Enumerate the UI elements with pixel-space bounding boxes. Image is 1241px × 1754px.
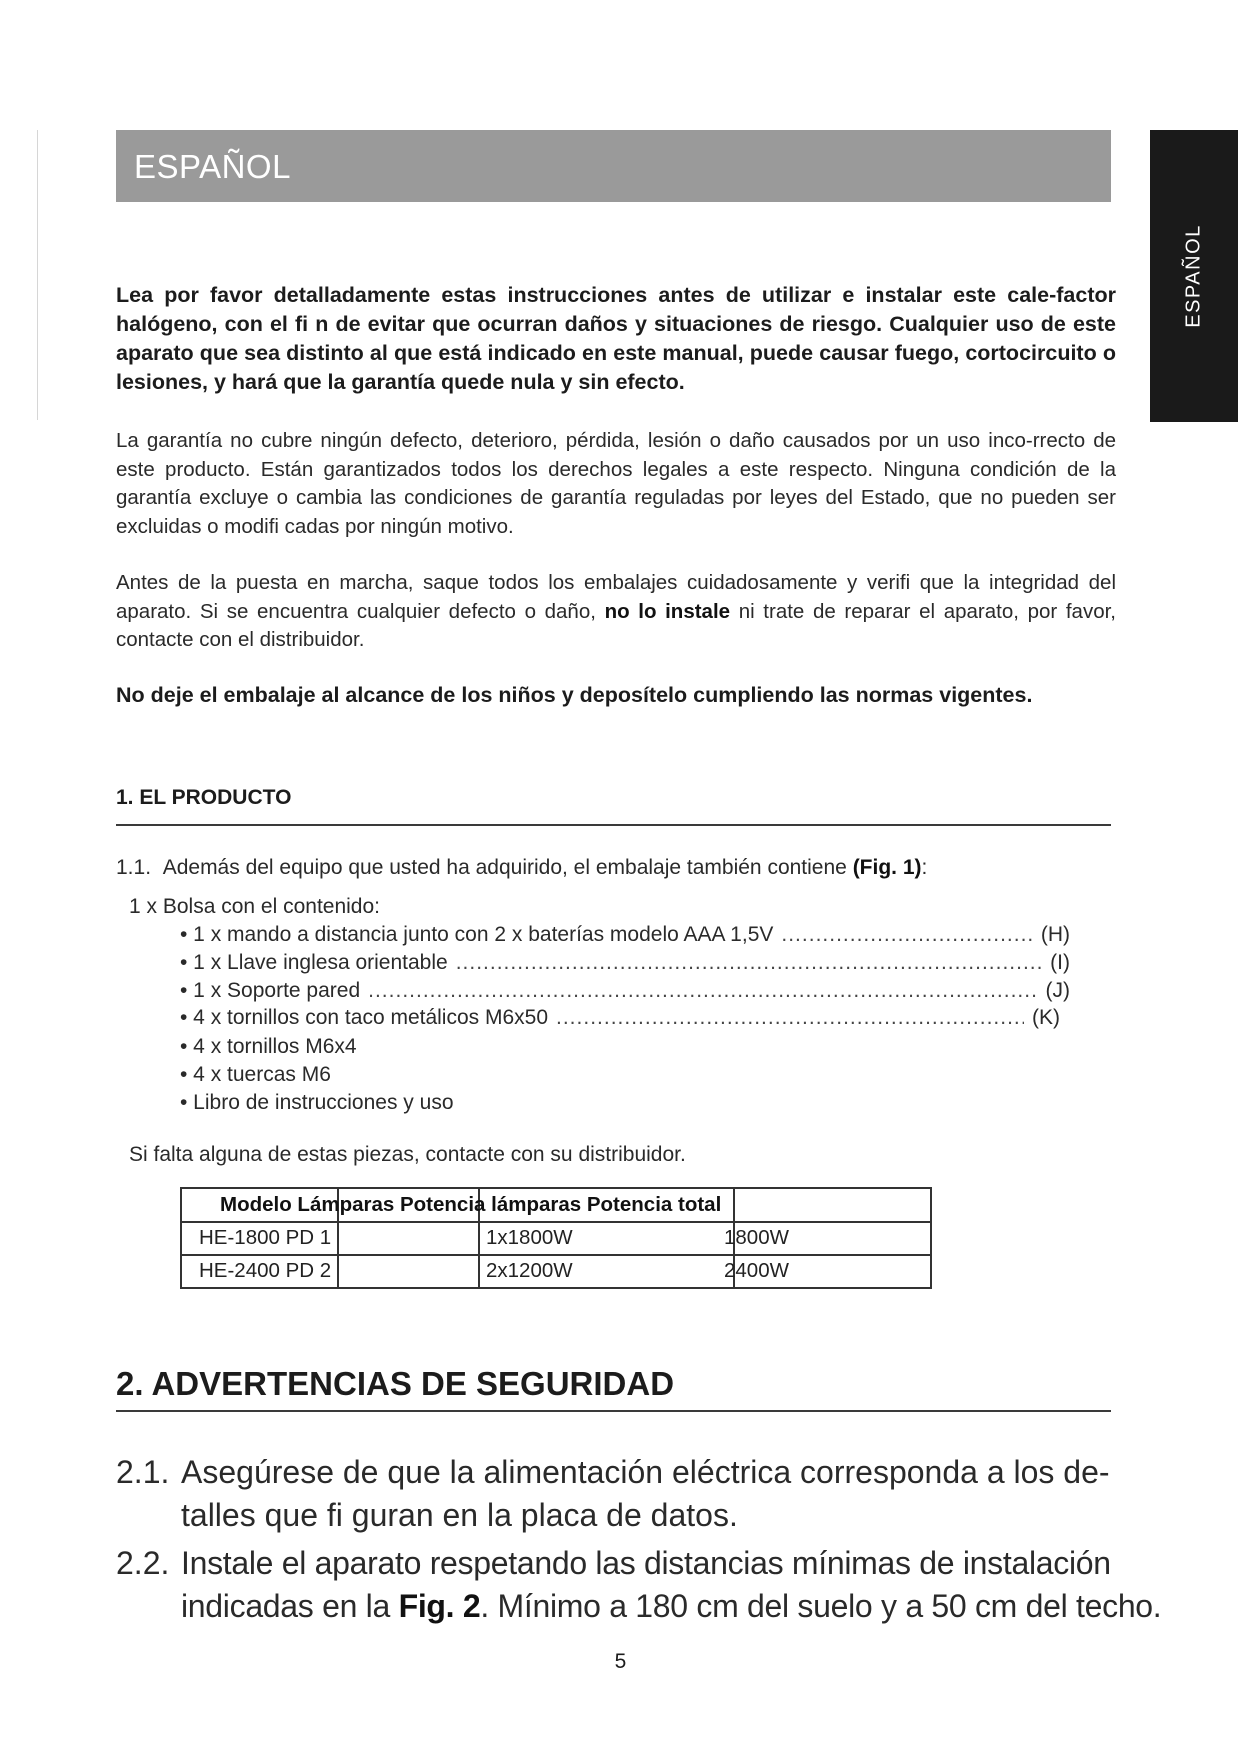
item-1-1-colon: : [921,856,928,879]
leader-dots [368,979,1037,1003]
list-item-text: • 1 x mando a distancia junto con 2 x baterías modelo AAA 1,5V [180,923,774,946]
figure-reference: Fig. 2 [398,1588,481,1624]
section-2-divider [116,1410,1111,1412]
list-item-code: (K) [1032,1006,1060,1029]
warranty-text: La garantía no cubre ningún defecto, deterioro, pérdida, lesión o daño causados por un uso inco-rrecto de este producto. Están garantizados todos los derechos legales a este respecto. Ninguna condición de la garantía excluye o cambia las condiciones de garantía reguladas por leyes del Estado, que no pueden ser excluidas o modifi cadas por ningún motivo. [116,429,1116,538]
item-1-1-number: 1.1. [116,856,152,879]
side-language-tab [1150,130,1238,422]
list-item-code: (J) [1045,979,1070,1002]
warranty-paragraph [116,427,1116,541]
unpack-text [116,569,1116,655]
intro-warning [116,281,1116,397]
item-line-end: . Mínimo a 180 cm del suelo y a 50 cm del techo. [480,1588,1162,1624]
list-item-text: • 1 x Soporte pared [180,979,361,1002]
intro-warning-text: Lea por favor detalladamente estas instrucciones antes de utilizar e instalar este cale-factor halógeno, con el fi n de evitar que ocurran daños y situaciones de riesgo. Cualquier uso de este aparato que sea distinto al que está indicado en este manual, puede causar fuego, cortocircuito o lesiones, y hará que la garantía quede nula y sin efecto. [116,283,1116,394]
item-line: Asegúrese de que la alimentación eléctrica corresponda a los de- [181,1454,1110,1490]
page-number: 5 [614,1650,627,1673]
leader-dots [556,1006,1024,1030]
side-language-tab-label: ESPAÑOL [1182,224,1205,328]
unpack-text-start: Antes de la puesta en marcha, saque todos los embalajes cuidadosamente y verifi que la integridad del aparato. Si se encuentra cualquier defecto o daño, [116,571,1116,623]
list-item [180,979,1070,1003]
margin-rule [37,130,38,420]
item-1-1-text: Además del equipo que usted ha adquirido, el embalaje también contiene [162,856,853,879]
leader-dots [456,951,1042,975]
item-line: Instale el aparato respetando las distancias mínimas de instalación [181,1545,1111,1581]
table-cell: 2x1200W [486,1259,573,1282]
language-banner-label: ESPAÑOL [134,148,291,185]
section-1-divider [116,824,1111,826]
item-body [181,1542,1161,1628]
item-number: 2.1. [116,1454,170,1490]
table-header: Modelo Lámparas Potencia lámparas Potencia total [220,1193,722,1216]
table-cell: HE-2400 PD 2 [199,1259,332,1282]
leader-dots [781,923,1032,947]
unpack-text-emphasis: no lo instale [604,599,731,623]
list-item [180,923,1070,947]
list-item [180,951,1070,975]
table-cell: 1x1800W [486,1226,573,1249]
table-cell: HE-1800 PD 1 [199,1226,332,1249]
section-2-title: 2. ADVERTENCIAS DE SEGURIDAD [116,1365,675,1402]
children-warning-text: No deje el embalaje al alcance de los niños y deposítelo cumpliendo las normas vigentes. [116,683,1033,707]
item-line [181,1585,1161,1628]
list-item: • Libro de instrucciones y uso [180,1091,454,1114]
list-item [116,1451,1126,1541]
language-banner [116,130,1111,202]
missing-parts-note: Si falta alguna de estas piezas, contacte con su distribuidor. [129,1143,686,1166]
list-item [180,1006,1060,1030]
list-item-text: • 1 x Llave inglesa orientable [180,951,448,974]
list-item-code: (I) [1050,951,1070,974]
figure-reference: (Fig. 1) [852,856,922,879]
children-warning [116,681,1116,710]
item-line: talles que fi guran en la placa de datos. [181,1497,738,1533]
table-row-divider [182,1221,930,1223]
item-line-start: indicadas en la [181,1588,399,1624]
list-item: • 4 x tuercas M6 [180,1063,331,1086]
list-item [116,1542,1162,1632]
unpack-paragraph [116,569,1116,655]
list-item: • 4 x tornillos M6x4 [180,1035,357,1058]
item-number: 2.2. [116,1545,170,1581]
item-1-1 [116,856,927,880]
unpack-text-end: ni trate de reparar el aparato, por favor, contacte con el distribuidor. [116,599,1117,651]
list-item-code: (H) [1040,923,1070,946]
table-cell: 1800W [724,1226,789,1249]
table-row-divider [182,1254,930,1256]
item-body [181,1451,1110,1537]
section-1-title: 1. EL PRODUCTO [116,786,292,809]
list-item-text: • 4 x tornillos con taco metálicos M6x50 [180,1006,549,1029]
table-cell: 2400W [724,1259,789,1282]
bag-contents-label: 1 x Bolsa con el contenido: [129,895,380,918]
models-table [180,1187,932,1289]
